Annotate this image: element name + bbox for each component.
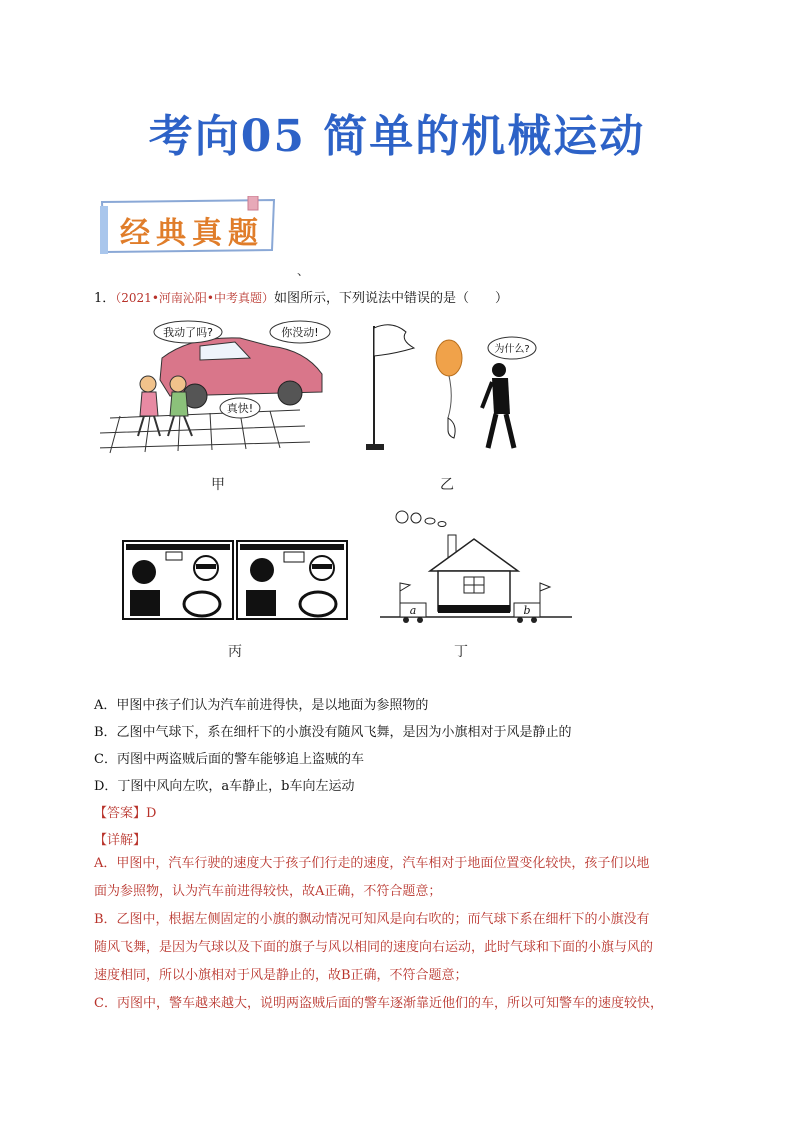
explanation-line: C．丙图中，警车越来越大，说明两盗贼后面的警车逐渐靠近他们的车，所以可知警车的速度较快，	[94, 996, 663, 1011]
detail-heading: 【详解】	[94, 833, 147, 848]
page-title: 考向05 简单的机械运动	[148, 111, 646, 162]
answer-line: 【答案】D	[94, 806, 157, 821]
bubble-driver-text: 你没动!	[281, 326, 319, 339]
figure-bing-illustration	[122, 540, 348, 620]
figure-jia-illustration	[100, 318, 332, 458]
explanation-line: B．乙图中，根据左侧固定的小旗的飘动情况可知风是向右吹的；而气球下系在细杆下的小旗没有	[94, 912, 650, 927]
question-line	[94, 287, 508, 306]
option-c: C．丙图中两盗贼后面的警车能够追上盗贼的车	[94, 752, 364, 767]
option-a: A．甲图中孩子们认为汽车前进得快，是以地面为参照物的	[94, 698, 429, 713]
option-b: B．乙图中气球下，系在细杆下的小旗没有随风飞舞，是因为小旗相对于风是静止的	[94, 725, 572, 740]
question-number: 1．	[94, 291, 116, 306]
question-source: （2021•河南沁阳•中考真题）	[115, 291, 274, 305]
explanation-line: A．甲图中，汽车行驶的速度大于孩子们行走的速度，汽车相对于地面位置变化较快，孩子们以地	[94, 856, 650, 871]
explanation-line: 速度相同，所以小旗相对于风是静止的，故B正确，不符合题意；	[94, 968, 468, 983]
car-a-label: a	[409, 604, 417, 617]
explanation-line: 面为参照物，认为汽车前进得较快，故A正确，不符合题意；	[94, 884, 442, 899]
car-b-label: b	[523, 604, 531, 617]
explanation-block	[94, 850, 704, 1018]
option-d: D．丁图中风向左吹，a车静止，b车向左运动	[94, 779, 355, 794]
explanation-line: 随风飞舞，是因为气球以及下面的旗子与风以相同的速度向右运动，此时气球和下面的小旗与风的	[94, 940, 654, 955]
figure-yi-label: 乙	[440, 477, 454, 493]
bubble-car-text: 我动了吗?	[163, 326, 213, 339]
stray-mark: 、	[297, 264, 310, 278]
figure-bing-label: 丙	[228, 644, 242, 660]
bubble-kid-text: 真快!	[226, 402, 254, 415]
question-stem: 如图所示，下列说法中错误的是（ ）	[273, 291, 508, 306]
figure-ding-illustration	[378, 505, 574, 633]
figure-ding-label: 丁	[454, 644, 468, 660]
section-banner-text: 经典真题	[120, 216, 264, 251]
figure-yi-illustration	[362, 318, 552, 458]
figure-jia-label: 甲	[211, 477, 225, 493]
bubble-yi-text: 为什么?	[494, 344, 530, 355]
